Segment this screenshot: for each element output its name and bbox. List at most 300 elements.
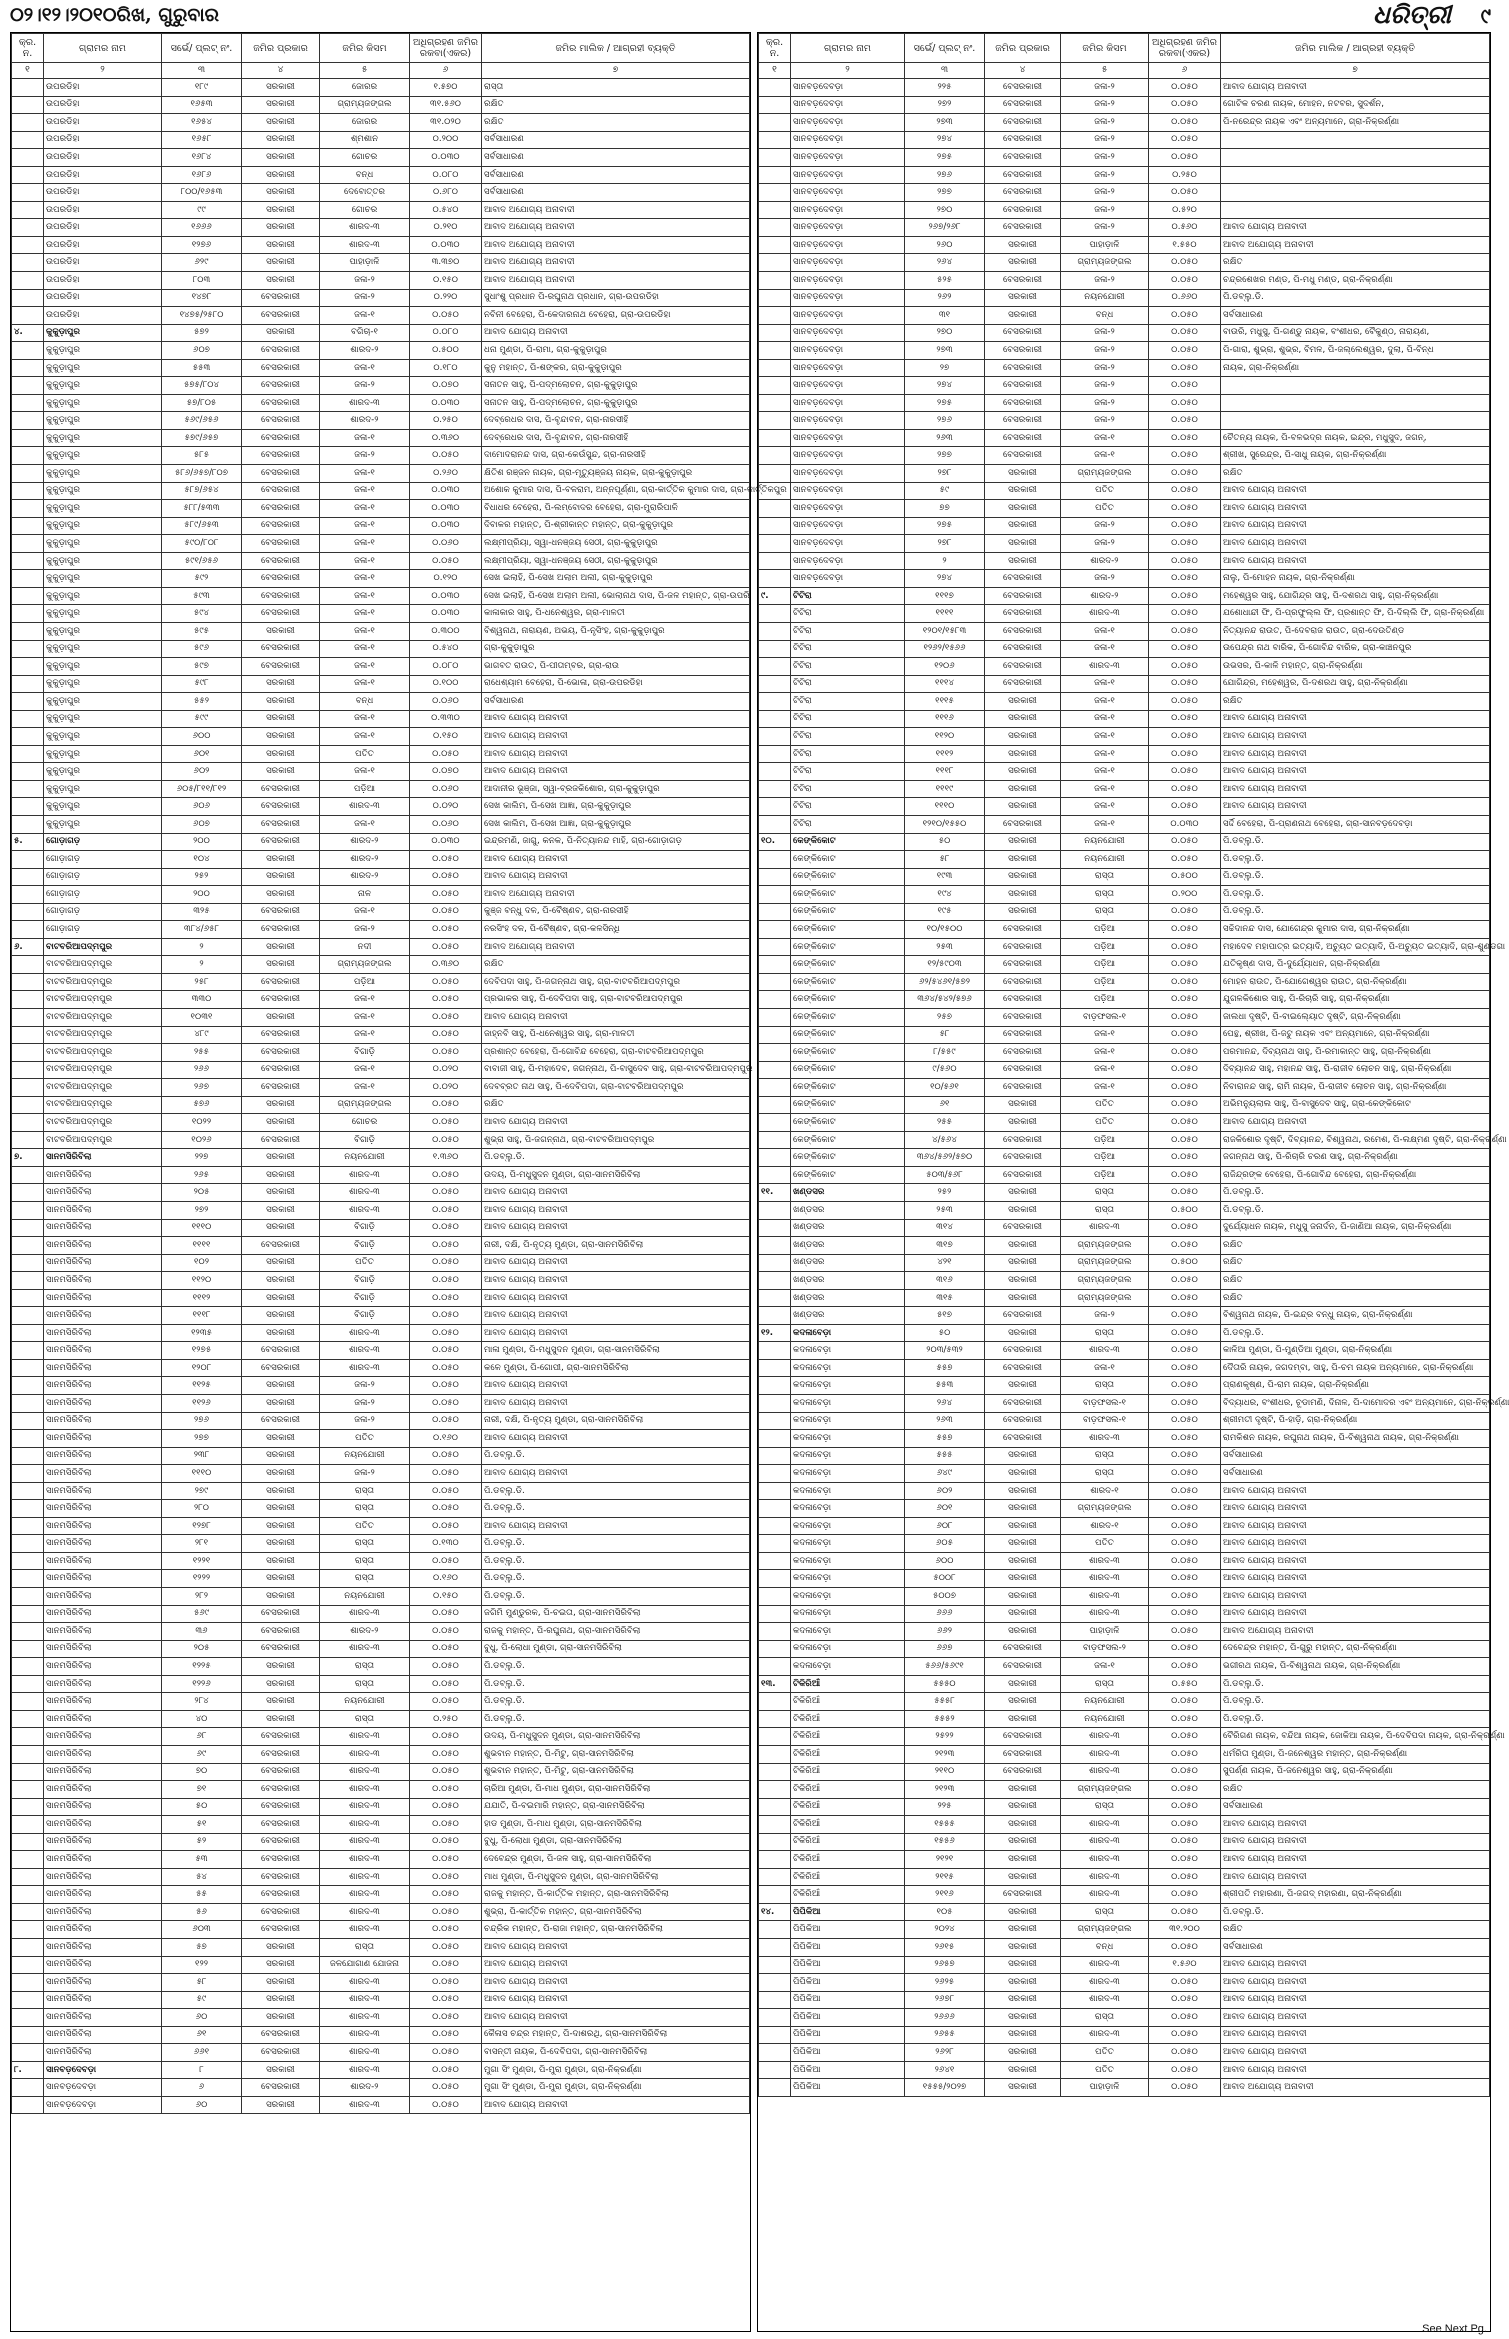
- table-row: [759, 1500, 1490, 1518]
- cell-land-type: ବେସରକାରୀ: [242, 1745, 320, 1763]
- table-header-row: [759, 34, 1490, 63]
- cell-village: ସାନବଡ଼ଦେବଡ଼ା: [791, 500, 905, 518]
- cell-plot: ୨୭୪: [905, 570, 985, 588]
- col-header-village: ଗ୍ରାମର ନାମ: [791, 34, 905, 63]
- cell-owner: ସର୍ଦ୍ଦି ବେହେରା, ପି-ପ୍ରାଣନାଥ ବେହେରା, ଗ୍ରା-ସାନବଡ଼ଦେବଡ଼ା: [1221, 815, 1490, 833]
- cell-kisam: ଶାରଦ-୧: [1061, 1482, 1149, 1500]
- cell-kisam: ରାସ୍ତା: [1061, 1798, 1149, 1816]
- cell-kisam: ଜଳା-୧: [320, 622, 410, 640]
- cell-plot: ୫୮: [905, 1026, 985, 1044]
- table-row: [12, 359, 750, 377]
- cell-sl: [12, 1745, 44, 1763]
- cell-owner: ପ୍ରଭାକର ସାହୁ, ପି-ଦେବିପଦା ସାହୁ, ଗ୍ରା-ବାଟବରିଆପଦ୍ମପୁର: [482, 991, 750, 1009]
- cell-sl: [12, 622, 44, 640]
- cell-sl: [12, 1131, 44, 1149]
- cell-sl: [12, 763, 44, 781]
- cell-area: ୦.୨୦୦: [410, 131, 482, 149]
- cell-area: ୦.୦୫୦: [410, 1956, 482, 1974]
- col-header-area: ଅଧିଗ୍ରହଣ ଜମିର ରକବା(ଏକର): [410, 34, 482, 63]
- cell-land-type: ସରକାରୀ: [985, 2009, 1061, 2027]
- cell-owner: ଆବାଦ ଅଯୋଗ୍ୟ ଅନାବାଦୀ: [1221, 2079, 1490, 2097]
- cell-area: ୦.୦୫୦: [410, 1184, 482, 1202]
- cell-kisam: ଜଳା-୧: [320, 500, 410, 518]
- cell-plot: ୫୦: [162, 1798, 242, 1816]
- cell-plot: ୫୫୫୦: [905, 1675, 985, 1693]
- cell-land-type: ସରକାରୀ: [242, 236, 320, 254]
- cell-owner: ସନାତନ ସାହୁ, ପି-ପଦ୍ମଲୋଚନ, ଗ୍ରା-କୁକୁଡ଼ାପୁର: [482, 394, 750, 412]
- cell-kisam: ଶାରଦ-୩: [320, 219, 410, 237]
- cell-kisam: ଜଳା-୧: [320, 1008, 410, 1026]
- cell-land-type: ସରକାରୀ: [242, 1395, 320, 1413]
- table-row: [759, 570, 1490, 588]
- cell-land-type: ସରକାରୀ: [242, 1202, 320, 1220]
- cell-village: ସାନବଡ଼ଦେବଡ଼ା: [791, 570, 905, 588]
- table-row: [12, 1833, 750, 1851]
- cell-owner: ବୈରିଗଣ ନାୟକ, ବନ୍ଦିଆ ନାୟକ, ଜୋକିଆ ନାୟକ, ପି-ଦେବିପଦା ନାୟକ, ଗ୍ରା-ନିକ୍ରର୍ଣ୍ଣା: [1221, 1728, 1490, 1746]
- cell-area: ୦.୦୫୦: [410, 2044, 482, 2062]
- table-row: [759, 1359, 1490, 1377]
- cell-area: ୦.୦୫୦: [1149, 412, 1221, 430]
- cell-land-type: ବେସରକାରୀ: [985, 1430, 1061, 1448]
- cell-sl: [12, 79, 44, 97]
- cell-land-type: ସରକାରୀ: [985, 289, 1061, 307]
- cell-village: କେଙ୍କିକୋଟ: [791, 1149, 905, 1167]
- cell-sl: [12, 1921, 44, 1939]
- cell-plot: ୨୫୩: [905, 938, 985, 956]
- table-row: [12, 570, 750, 588]
- cell-land-type: ସରକାରୀ: [242, 1710, 320, 1728]
- cell-land-type: ସରକାରୀ: [985, 1482, 1061, 1500]
- cell-plot: ୨: [162, 938, 242, 956]
- cell-area: ୦.୦୫୦: [1149, 956, 1221, 974]
- cell-sl: [12, 1377, 44, 1395]
- cell-sl: [12, 1781, 44, 1799]
- cell-village: ସାନବଡ଼ଦେବଡ଼ା: [791, 465, 905, 483]
- cell-land-type: ବେସରକାରୀ: [985, 570, 1061, 588]
- cell-sl: [759, 1798, 791, 1816]
- cell-area: ୦.୦୩୦: [410, 482, 482, 500]
- cell-plot: ୨୦୦: [162, 886, 242, 904]
- cell-village: ସାନମସିରିବିଲା: [44, 1166, 162, 1184]
- cell-owner: ପି.ଡବ୍ଲୁ.ଡି.: [482, 1710, 750, 1728]
- cell-plot: ୬୦୧: [162, 745, 242, 763]
- table-row: [12, 1693, 750, 1711]
- cell-plot: ୫୯୭: [162, 658, 242, 676]
- cell-land-type: ବେସରକାରୀ: [242, 605, 320, 623]
- cell-land-type: ସରକାରୀ: [242, 131, 320, 149]
- cell-area: ୩.୩୭୦: [410, 254, 482, 272]
- cell-area: ୦.୦୫୦: [1149, 938, 1221, 956]
- cell-owner: ଆବାଦ ଯୋଗ୍ୟ ଅନାବାଦୀ: [1221, 1114, 1490, 1132]
- table-row: [759, 429, 1490, 447]
- cell-kisam: ଜଳା-୧: [1061, 447, 1149, 465]
- cell-owner: ପି-ଗାରା, ଶୁଭ୍ରା, ଶୁଭ୍ର, ବିମଳ, ପି-ଜଲ୍ଲେଶ୍ୱର, ଦୁଲା, ପି-ବିନ୍ଧ: [1221, 342, 1490, 360]
- cell-kisam: ଜଳା-୧: [320, 1079, 410, 1097]
- cell-owner: ଆବାଦ ଯୋଗ୍ୟ ଅନାବାଦୀ: [482, 1307, 750, 1325]
- cell-owner: ପି.ଡବ୍ଲୁ.ଡି.: [1221, 1903, 1490, 1921]
- cell-kisam: ରାସ୍ତା: [1061, 1184, 1149, 1202]
- cell-owner: ବିଦ୍ୟାଧର, ବଂଶୀଧର, ଚୂଡାମଣି, ଦିନାଳ, ପି-ଦାମୋଦର ଏବଂ ଅନ୍ୟମାନେ, ଗ୍ରା-ନିକ୍ରର୍ଣ୍ଣା: [1221, 1395, 1490, 1413]
- cell-owner: ରାଜିନ୍ଦ୍ରଙ୍କ ବେହେରା, ପି-ଗୋବିନ୍ଦ ବେହେରା, ଗ୍ରା-ନିକ୍ରର୍ଣ୍ଣା: [1221, 1166, 1490, 1184]
- cell-village: ସାନମସିରିବିଲା: [44, 1833, 162, 1851]
- cell-plot: ୫୭୫/୮୦୪: [162, 377, 242, 395]
- cell-village: ସାନବଡ଼ଦେବଡ଼ା: [791, 184, 905, 202]
- cell-plot: ୫୭୬: [162, 1096, 242, 1114]
- table-row: [12, 622, 750, 640]
- table-row: [12, 728, 750, 746]
- cell-land-type: ସରକାରୀ: [985, 1272, 1061, 1290]
- table-row: [759, 1833, 1490, 1851]
- cell-sl: [759, 1096, 791, 1114]
- cell-sl: [12, 1289, 44, 1307]
- cell-village: ପିପିକିଆ: [791, 2009, 905, 2027]
- cell-sl: [12, 1833, 44, 1851]
- cell-plot: ୨୭: [905, 359, 985, 377]
- cell-plot: ୫୦୦୭: [905, 1588, 985, 1606]
- cell-sl: [12, 1640, 44, 1658]
- cell-owner: ଆବାଦ ଯୋଗ୍ୟ ଅନାବାଦୀ: [1221, 1605, 1490, 1623]
- left-table-body: [12, 79, 787, 2114]
- cell-kisam: ଜଳା-୧: [320, 710, 410, 728]
- cell-owner: ଉଭସର, ପି-କାଳି ମହାନ୍ତ, ଗ୍ରା-ନିକ୍ରର୍ଣ୍ଣା: [1221, 658, 1490, 676]
- cell-plot: ୨୭୬: [162, 1412, 242, 1430]
- cell-sl: ୫.: [12, 833, 44, 851]
- cell-kisam: ଶାରଦ-୩: [320, 1728, 410, 1746]
- cell-plot: ୧୬୮୬: [162, 166, 242, 184]
- table-row: [759, 1482, 1490, 1500]
- cell-plot: ୧୮୯: [162, 79, 242, 97]
- cell-village: ବାଟବରିଆପଦ୍ମପୁର: [44, 991, 162, 1009]
- cell-plot: ୬୬୨: [905, 1623, 985, 1641]
- table-row: [759, 728, 1490, 746]
- cell-land-type: ସରକାରୀ: [242, 763, 320, 781]
- table-row: [759, 1903, 1490, 1921]
- cell-plot: ୬୨୯: [162, 254, 242, 272]
- table-row: [759, 833, 1490, 851]
- table-row: [759, 903, 1490, 921]
- cell-sl: [12, 429, 44, 447]
- cell-plot: ୧୧୧୨: [905, 745, 985, 763]
- cell-land-type: ବେସରକାରୀ: [985, 201, 1061, 219]
- cell-village: ସାନମସିରିବିଲା: [44, 1991, 162, 2009]
- cell-kisam: ଜଳା-୧: [320, 429, 410, 447]
- cell-land-type: ସରକାରୀ: [242, 1149, 320, 1167]
- table-row: [759, 1202, 1490, 1220]
- cell-land-type: ବେସରକାରୀ: [985, 1640, 1061, 1658]
- cell-owner: ଆବାଦ ଯୋଗ୍ୟ ଅନାବାଦୀ: [1221, 1482, 1490, 1500]
- cell-owner: ରାସ୍ତା: [482, 79, 750, 97]
- cell-sl: ୧୧.: [759, 1184, 791, 1202]
- cell-area: ୦.୦୫୦: [410, 1096, 482, 1114]
- cell-village: କୁକୁଡ଼ାପୁର: [44, 535, 162, 553]
- cell-land-type: ସରକାରୀ: [242, 1517, 320, 1535]
- cell-kisam: ବିଗାଡ଼ି: [320, 1219, 410, 1237]
- cell-area: ୦.୦୫୦: [1149, 272, 1221, 290]
- cell-plot: ୫୨: [162, 1833, 242, 1851]
- newspaper-masthead: ଧରିତ୍ରୀ: [1372, 0, 1451, 29]
- cell-plot: ୨୭୬: [905, 412, 985, 430]
- cell-kisam: ଶାରଦ-୨: [320, 851, 410, 869]
- cell-land-type: ସରକାରୀ: [985, 1377, 1061, 1395]
- cell-area: ୦.୧୬୦: [410, 1570, 482, 1588]
- cell-kisam: ଶାରଦ-୩: [320, 1324, 410, 1342]
- table-row: [12, 254, 750, 272]
- cell-plot: ୧୬୬୬: [162, 219, 242, 237]
- cell-kisam: ପଡ଼ିଆ: [320, 973, 410, 991]
- cell-area: ୦.୦୫୦: [410, 1763, 482, 1781]
- cell-sl: [759, 412, 791, 430]
- col-number: ୬: [1149, 63, 1221, 79]
- cell-kisam: ଶାରଦ-୩: [1061, 1868, 1149, 1886]
- cell-owner: ଚୈତନ୍ୟ ନାୟକ, ପି-ବଳଭଦ୍ର ନାୟକ, ଇନ୍ଦ୍ର, ମଧୁସୁଦ, ଜଗନ୍,: [1221, 429, 1490, 447]
- cell-sl: ୧୩.: [759, 1675, 791, 1693]
- cell-area: ୦.୦୫୦: [410, 903, 482, 921]
- cell-village: ସାନମସିରିବିଲା: [44, 1272, 162, 1290]
- cell-owner: ଆବାଦ ଯୋଗ୍ୟ ଅନାବାଦୀ: [1221, 1851, 1490, 1869]
- cell-sl: [759, 1026, 791, 1044]
- cell-land-type: ସରକାରୀ: [242, 851, 320, 869]
- cell-plot: ୧୧୧୧: [905, 605, 985, 623]
- table-row: [12, 166, 750, 184]
- cell-owner: ପି.ଡବ୍ଲୁ.ଡି.: [1221, 1324, 1490, 1342]
- cell-area: ୦.୦୫୦: [410, 1447, 482, 1465]
- cell-sl: [759, 429, 791, 447]
- table-row: [759, 658, 1490, 676]
- cell-area: ୦.୩୩୦: [410, 710, 482, 728]
- cell-owner: ପି.ଡବ୍ଲୁ.ଡି.: [482, 1500, 750, 1518]
- cell-area: ୦.୦୫୦: [1149, 1623, 1221, 1641]
- cell-plot: ୧୧୧୧: [162, 1237, 242, 1255]
- table-row: [12, 675, 750, 693]
- cell-land-type: ସରକାରୀ: [242, 2061, 320, 2079]
- cell-plot: ୫୬: [162, 1903, 242, 1921]
- cell-sl: [12, 2026, 44, 2044]
- cell-village: କଦଳାବେଡ଼ା: [791, 1324, 905, 1342]
- col-header-owner: ଜମିର ମାଲିକ / ଆଗ୍ରହୀ ବ୍ୟକ୍ତି: [1221, 34, 1490, 63]
- cell-plot: ୧୨୦୧/୧୫୮୩: [905, 622, 985, 640]
- cell-area: ୦.୦୫୦: [410, 447, 482, 465]
- cell-land-type: ବେସରକାରୀ: [242, 1079, 320, 1097]
- table-row: [759, 1816, 1490, 1834]
- cell-kisam: ଶାରଦ-୩: [320, 1342, 410, 1360]
- cell-area: ୦.୦୫୦: [1149, 1342, 1221, 1360]
- cell-sl: [759, 991, 791, 1009]
- cell-village: କଦଳାବେଡ଼ା: [791, 1517, 905, 1535]
- cell-owner: ପି.ଡବ୍ଲୁ.ଡି.: [482, 1552, 750, 1570]
- cell-kisam: ବାଡ଼ଫସଲ-୨: [1061, 1640, 1149, 1658]
- cell-kisam: ରାସ୍ତା: [320, 1710, 410, 1728]
- cell-owner: ଆବାଦ ଯୋଗ୍ୟ ଅନାବାଦୀ: [482, 1324, 750, 1342]
- cell-plot: ୧୦୨୬: [162, 1131, 242, 1149]
- cell-village: ପିପିକିଆ: [791, 1991, 905, 2009]
- cell-kisam: ଗ୍ରାମ୍ୟଜଙ୍ଗଲ: [320, 956, 410, 974]
- cell-sl: [759, 324, 791, 342]
- cell-plot: ୨୬୫୫: [905, 2026, 985, 2044]
- table-row: [12, 1482, 750, 1500]
- cell-owner: ନିତ୍ୟାନନ୍ଦ ରାଉତ, ପି-ଦେବରାଜ ରାଉତ, ଗ୍ରା-ଦେଉତିଣ୍ଡ: [1221, 622, 1490, 640]
- cell-owner: ନରସିଂହ ଦଳ, ପି-ବୈଷ୍ଣବ, ଗ୍ରା-କଳସିନ୍ଧି: [482, 921, 750, 939]
- cell-plot: ୫୭୯/୬୫୭: [162, 429, 242, 447]
- cell-area: ୩୧.୫୬୦: [410, 96, 482, 114]
- cell-area: ୦.୦୫୦: [1149, 587, 1221, 605]
- table-row: [12, 1237, 750, 1255]
- cell-sl: [759, 482, 791, 500]
- cell-kisam: ପତିତ: [320, 745, 410, 763]
- cell-owner: ରକ୍ଷିତ: [1221, 1272, 1490, 1290]
- cell-plot: ୨୬୩: [905, 429, 985, 447]
- cell-land-type: ସରକାରୀ: [242, 1482, 320, 1500]
- cell-sl: [12, 500, 44, 518]
- cell-village: ଟିଟିରା: [791, 763, 905, 781]
- cell-plot: ୬୨/୫୪୬୧/୫୭୨: [905, 973, 985, 991]
- cell-sl: [759, 780, 791, 798]
- col-number: ୧: [759, 63, 791, 79]
- cell-sl: [12, 517, 44, 535]
- cell-village: ସାନବଡ଼ଦେବଡ଼ା: [44, 2079, 162, 2097]
- cell-area: ୦.୦୫୦: [1149, 447, 1221, 465]
- cell-sl: [759, 640, 791, 658]
- table-row: [12, 763, 750, 781]
- cell-village: ସାନମସିରିବିଲା: [44, 1974, 162, 1992]
- cell-area: ୦.୦୫୦: [1149, 1430, 1221, 1448]
- cell-area: ୦.୩୬୦: [410, 429, 482, 447]
- col-number: ୪: [242, 63, 320, 79]
- cell-owner: ଆବାଦ ଯୋଗ୍ୟ ଅନାବାଦୀ: [482, 1254, 750, 1272]
- cell-owner: ଆବାଦ ଯୋଗ୍ୟ ଅନାବାଦୀ: [482, 1395, 750, 1413]
- cell-area: ୦.୧୫୦: [410, 1588, 482, 1606]
- cell-owner: ପି.ଡବ୍ଲୁ.ଡି.: [1221, 1675, 1490, 1693]
- cell-area: ୦.୦୮୦: [410, 166, 482, 184]
- cell-area: ୦.୦୫୦: [410, 1026, 482, 1044]
- cell-owner: ଚନ୍ଦ୍ରଶେଖର ମଣ୍ଡ, ପି-ମଧୁ ମଣ୍ଡ, ଗ୍ରା-ନିକ୍ରର୍ଣ୍ଣା: [1221, 272, 1490, 290]
- cell-owner: ଆବାଦ ଯୋଗ୍ୟ ଅନାବାଦୀ: [482, 851, 750, 869]
- cell-land-type: ସରକାରୀ: [242, 184, 320, 202]
- table-row: [759, 1798, 1490, 1816]
- table-row: [12, 658, 750, 676]
- cell-land-type: ସରକାରୀ: [242, 1570, 320, 1588]
- cell-village: ପିପିକିଆ: [791, 1956, 905, 1974]
- cell-owner: ଆବାଦ ଯୋଗ୍ୟ ଅନାବାଦୀ: [482, 1289, 750, 1307]
- cell-plot: ୫୫୩: [162, 359, 242, 377]
- cell-area: ୦.୨୨୦: [410, 289, 482, 307]
- issue-date: ୦୨।୧୨।୨୦୧୦ରିଖ, ଗୁରୁବାର: [10, 4, 220, 26]
- cell-village: କୁକୁଡ଼ାପୁର: [44, 517, 162, 535]
- cell-village: ସାନବଡ଼ଦେବଡ଼ା: [791, 394, 905, 412]
- cell-kisam: ଶାରଦ-୨: [320, 2079, 410, 2097]
- cell-sl: ୬.: [12, 938, 44, 956]
- cell-sl: [12, 1184, 44, 1202]
- left-land-table: [10, 32, 787, 2332]
- cell-land-type: ସରକାରୀ: [242, 868, 320, 886]
- cell-area: ୦.୦୫୦: [410, 1921, 482, 1939]
- table-row: [12, 394, 750, 412]
- cell-owner: ସର୍ବସାଧାରଣ: [482, 693, 750, 711]
- cell-area: ୦.୦୫୦: [1149, 1377, 1221, 1395]
- cell-plot: ୧୨୩୫: [162, 1324, 242, 1342]
- cell-owner: ରକ୍ଷିତ: [482, 96, 750, 114]
- cell-village: ସାନମସିରିବିଲା: [44, 1359, 162, 1377]
- table-row: [759, 1131, 1490, 1149]
- cell-village: ପିପିକିଆ: [791, 2061, 905, 2079]
- cell-village: କେଙ୍କିକୋଟ: [791, 921, 905, 939]
- cell-plot: ୫୯୨: [162, 570, 242, 588]
- cell-village: କୁକୁଡ଼ାପୁର: [44, 465, 162, 483]
- cell-sl: [759, 1658, 791, 1676]
- cell-owner: ସର୍ବସାଧାରଣ: [482, 131, 750, 149]
- cell-area: ୦.୦୫୦: [410, 1307, 482, 1325]
- cell-land-type: ବେସରକାରୀ: [242, 1605, 320, 1623]
- cell-kisam: ଜଳା-୧: [1061, 728, 1149, 746]
- cell-village: ସାନବଡ଼ଦେବଡ଼ା: [44, 2096, 162, 2114]
- cell-area: ୦.୦୫୦: [1149, 429, 1221, 447]
- cell-area: ୦.୦୫୦: [410, 1289, 482, 1307]
- cell-land-type: ସରକାରୀ: [242, 166, 320, 184]
- table-row: [12, 921, 750, 939]
- cell-plot: ୨୫୨୨: [905, 1728, 985, 1746]
- cell-kisam: ଜଳା-୧: [1061, 1061, 1149, 1079]
- cell-owner: ଆବାଦ ଯୋଗ୍ୟ ଅନାବାଦୀ: [482, 2096, 750, 2114]
- cell-area: ୦.୦୫୦: [1149, 465, 1221, 483]
- cell-sl: [759, 956, 791, 974]
- table-row: [12, 1640, 750, 1658]
- table-row: [12, 903, 750, 921]
- cell-village: କଦଳାବେଡ଼ା: [791, 1605, 905, 1623]
- cell-plot: ୫୯: [162, 1991, 242, 2009]
- cell-plot: ୧୧୧୬: [905, 710, 985, 728]
- cell-kisam: ଶାରଦ-୩: [1061, 658, 1149, 676]
- cell-sl: [759, 1552, 791, 1570]
- cell-village: କୁକୁଡ଼ାପୁର: [44, 394, 162, 412]
- cell-kisam: ଗୋଚର: [320, 149, 410, 167]
- cell-plot: ୨୮୪: [162, 1693, 242, 1711]
- cell-plot: ୨୬୫୭: [905, 1956, 985, 1974]
- cell-sl: [759, 1202, 791, 1220]
- cell-land-type: ବେସରକାରୀ: [985, 131, 1061, 149]
- cell-owner: ଗ୍ରା-କୁକୁଡ଼ାପୁର: [482, 640, 750, 658]
- cell-area: ୦.୦୫୦: [1149, 254, 1221, 272]
- cell-area: ୩୧.୦୨୦: [410, 114, 482, 132]
- cell-owner: ଶ୍ରୀପତି ମହାରଣା, ପି-ଜଗଦ୍ ମହାରଣା, ଗ୍ରା-ନିକ୍ରର୍ଣ୍ଣା: [1221, 1886, 1490, 1904]
- table-row: [12, 1552, 750, 1570]
- table-row: [759, 973, 1490, 991]
- cell-area: ୦.୦୫୦: [1149, 763, 1221, 781]
- cell-owner: ଦିବ୍ୟାନନ୍ଦ ସାହୁ, ମହାନନ୍ଦ ସାହୁ, ପି-ରାଜୀବ ଲୋଚନ ସାହୁ, ଗ୍ରା-ନିକ୍ରର୍ଣ୍ଣା: [1221, 1061, 1490, 1079]
- cell-area: ୦.୦୫୦: [410, 1359, 482, 1377]
- cell-plot: ୨୧୧୦: [905, 1763, 985, 1781]
- cell-village: ସାନମସିରିବିଲା: [44, 2026, 162, 2044]
- cell-sl: [759, 377, 791, 395]
- cell-owner: ନିବାରାନନ୍ଦ ସାହୁ, ରାମି ନାୟକ, ପି-ରାଜୀବ ଲୋଚନ ସାହୁ, ଗ୍ରା-ନିକ୍ରର୍ଣ୍ଣା: [1221, 1079, 1490, 1097]
- cell-land-type: ବେସରକାରୀ: [985, 1061, 1061, 1079]
- cell-kisam: ରାସ୍ତା: [320, 1552, 410, 1570]
- cell-village: ଟିଟିରା: [791, 693, 905, 711]
- cell-sl: [759, 272, 791, 290]
- cell-owner: ଚାରିଆ ମୁଣ୍ଡା, ପି-ମାଧ ମୁଣ୍ଡା, ଗ୍ରା-ସାନମସିରିବିଲା: [482, 1781, 750, 1799]
- cell-owner: ଆବାଦ ଯୋଗ୍ୟ ଅନାବାଦୀ: [1221, 798, 1490, 816]
- cell-village: କୁକୁଡ଼ାପୁର: [44, 342, 162, 360]
- cell-village: ଟିଟିରା: [791, 710, 905, 728]
- cell-sl: ୧୪.: [759, 1903, 791, 1921]
- cell-sl: [12, 798, 44, 816]
- cell-owner: ଆବାଦ ଅଯୋଗ୍ୟ ଅନାବାଦୀ: [1221, 1623, 1490, 1641]
- cell-land-type: ସରକାରୀ: [985, 1675, 1061, 1693]
- cell-kisam: ଶାରଦ-୩: [320, 1991, 410, 2009]
- cell-land-type: ସରକାରୀ: [242, 1008, 320, 1026]
- cell-sl: [759, 903, 791, 921]
- cell-land-type: ବେସରକାରୀ: [242, 903, 320, 921]
- cell-plot: ୧୧୧୯: [905, 780, 985, 798]
- cell-sl: [12, 2044, 44, 2062]
